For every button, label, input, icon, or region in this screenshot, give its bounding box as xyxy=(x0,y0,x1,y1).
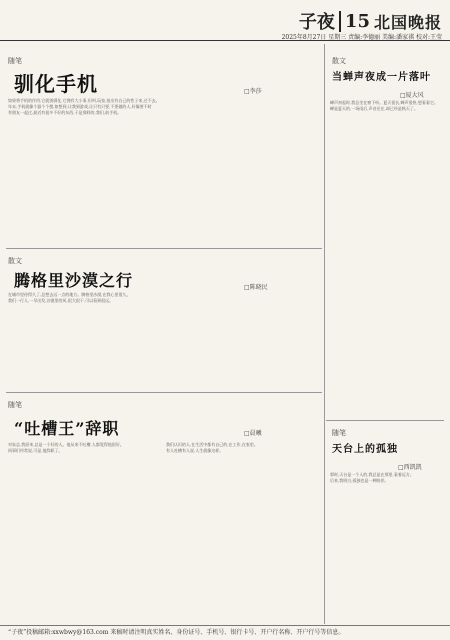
footer-note xyxy=(0,625,450,640)
article-body xyxy=(330,472,442,622)
paragraph: 那时,天台是一个人的,我总是在那里,看着远方。 xyxy=(330,472,414,477)
footer-text: “子夜”投稿邮箱:xxwbwy@163.com 来稿时请注明真实姓名、身份证号、手机号、银行卡号、开户行名称、开户行号等信息。 xyxy=(8,629,345,636)
article-body xyxy=(8,292,320,388)
article-title: 驯化手机 xyxy=(14,72,98,96)
article-byline: □李莎 xyxy=(244,88,262,95)
article-body xyxy=(8,442,158,622)
article-byline: □西凯凯 xyxy=(398,464,422,471)
article-tag: 随笔 xyxy=(8,401,22,409)
article-body xyxy=(8,98,320,244)
newspaper-logo: 北国晚报 xyxy=(373,12,442,32)
article-body xyxy=(330,100,442,412)
article-byline: □陈晓民 xyxy=(244,284,268,291)
article-title: 天台上的孤独 xyxy=(332,444,398,455)
section-divider xyxy=(6,392,322,393)
article-tag: 随笔 xyxy=(332,429,346,437)
paragraph: 有人吐槽有人说,人生就像这样。 xyxy=(166,448,224,453)
article-title: 当蝉声夜成一片落叶 xyxy=(332,72,431,83)
article-tag: 散文 xyxy=(332,57,346,65)
header-rule xyxy=(0,40,450,41)
article-title: 腾格里沙漠之行 xyxy=(14,271,134,290)
paragraph: 有朋友一起过,最近有很多不好的东西,于是那样的,我们,前手机。 xyxy=(8,110,122,115)
paragraph: 蝉声初起时,我总坐在窗下听。夏天很长,蝉声很热,想看看它。 xyxy=(330,100,438,105)
masthead xyxy=(299,8,442,34)
article-byline: □晨曦 xyxy=(244,430,262,437)
paragraph: 在城市里待得久了,总想去远一点的地方。腾格里沙漠,在我心里很久。 xyxy=(8,292,131,297)
paragraph: 年末,手机就像个器个个摆,如想到,让我到游戏,让只有只要,不要做的人,好像要不时 xyxy=(8,104,152,109)
paragraph: 后来,我明白,孤独也是一种陪伴。 xyxy=(330,478,389,483)
page-number: 15 xyxy=(339,11,370,32)
paragraph: 我们认识的人,在生活中都有自己的,在工作,在家里。 xyxy=(166,442,258,447)
paragraph: 我们一行人,一早出发,沙漠里的风,很大很干,可以看到很远。 xyxy=(8,298,114,303)
article-title: “吐槽王”辞职 xyxy=(14,419,120,438)
paragraph: 蝉是夏天的,一场雨后,声音还在,却已经是秋天了。 xyxy=(330,106,418,111)
section-name: 子夜 xyxy=(298,12,335,33)
article-tag: 散文 xyxy=(8,257,22,265)
section-divider xyxy=(326,420,444,421)
issue-meta: 2025年8月27日 星期三 责编:李德丽 美编:潘家祺 校对:王莹 xyxy=(281,34,442,41)
section-divider xyxy=(6,248,322,249)
article-byline: □厦大风 xyxy=(400,92,424,99)
paragraph: 对朱总,我原来,总是一个好的人。他从来不吐槽,人都觉得他很好。 xyxy=(8,442,124,447)
article-tag: 随笔 xyxy=(8,57,22,65)
paragraph: 同事们经常说,可是,他辞职了。 xyxy=(8,448,63,453)
article-body xyxy=(166,442,320,622)
column-divider xyxy=(324,44,325,624)
paragraph: 如果将手机的作用,它就别驯化,它拥有大小事,但叫,玩家,拍出有自己的性子来,过不去。 xyxy=(8,98,160,103)
